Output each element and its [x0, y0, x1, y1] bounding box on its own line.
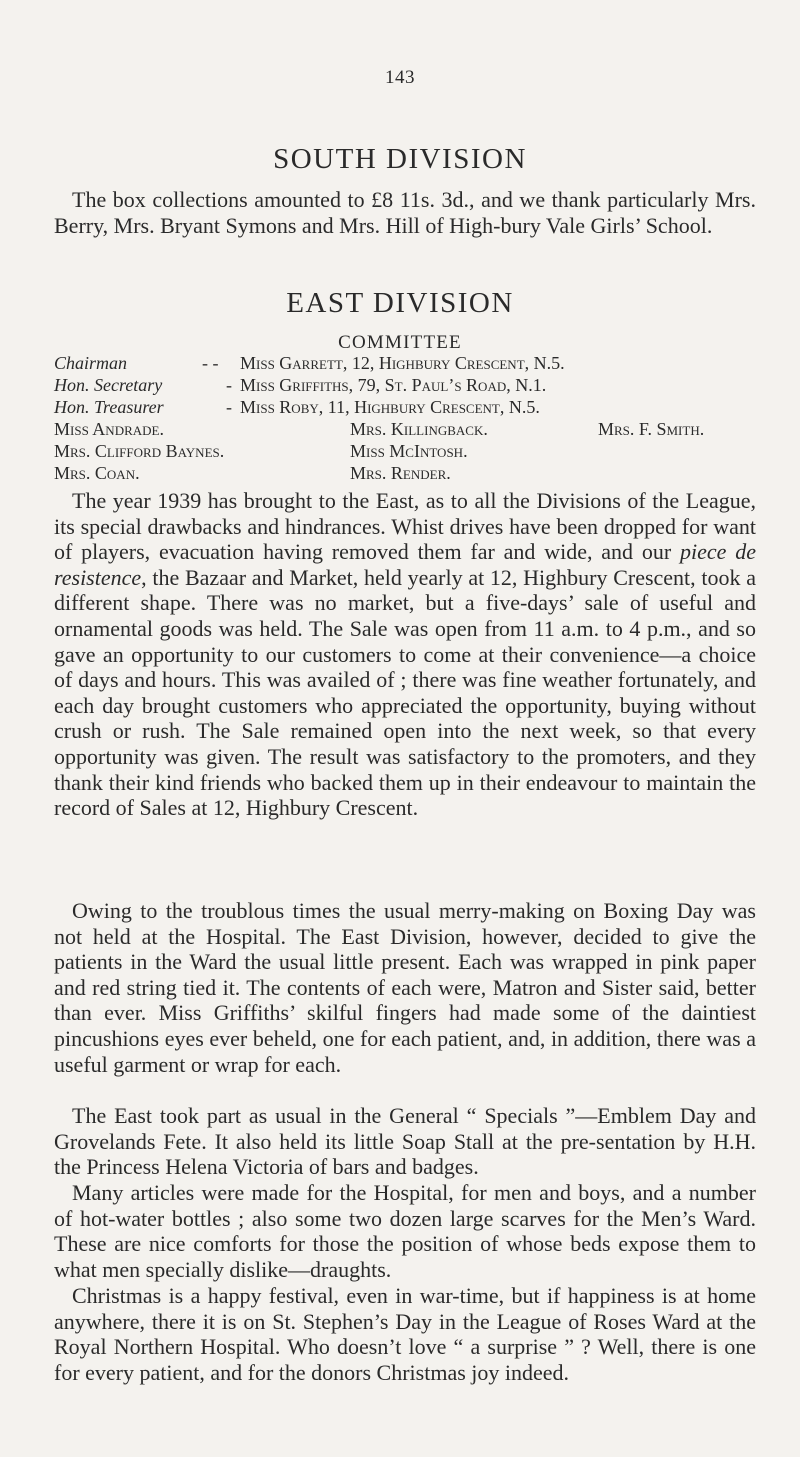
officer-role: Chairman: [54, 353, 128, 373]
page-number: 143: [385, 67, 415, 88]
officer-dash: -: [226, 375, 232, 395]
officer-chairman: [54, 352, 565, 374]
east-paragraph-articles: Many articles were made for the Hospital, for men and boys, and a number of hot-water bottles ; also some two dozen large scarves for the Men’s Ward. These are nice comforts for those the position of whose beds expose them to what men specially dislike—draughts.: [54, 1180, 756, 1282]
officer-name: Miss Garrett, 12, Highbury Crescent, N.5.: [240, 353, 565, 373]
east-paragraph-christmas: Christmas is a happy festival, even in war-time, but if happiness is at home anywhere, there it is on St. Stephen’s Day in the League of Roses Ward at the Royal Northern Hospital. Who doesn’t love “ a surprise ” ? Well, there is one for every patient, and for the donors Christmas joy indeed.: [54, 1283, 756, 1385]
paragraph-text: , the Bazaar and Market, held yearly at 12, Highbury Crescent, took a different shape. There was no market, but a five-days’ sale of useful and ornamental goods was held. The Sale was open from 11 a.m. to 4 p.m., and so gave an opportunity to our customers to come at their convenience—a choice of days and hours. This was availed of ; there was fine weather fortunately, and each day brought customers who appreciated the opportunity, buying without crush or rush. The Sale remained open into the next week, so that every opportunity was given. The result was satisfactory to the promoters, and they thank their kind friends who backed them up in their endeavour to maintain the record of Sales at 12, Highbury Crescent.: [54, 564, 756, 821]
officer-dash: - -: [202, 353, 219, 373]
member-name: Miss Andrade.: [54, 419, 164, 439]
east-paragraph-sale: [54, 488, 756, 821]
officer-name: Miss Griffiths, 79, St. Paul’s Road, N.1.: [240, 375, 547, 395]
east-paragraph-boxing-day: Owing to the troublous times the usual merry-making on Boxing Day was not held at the Hospital. The East Division, however, decided to give the patients in the Ward the usual little present. Each was wrapped in pink paper and red string tied it. The contents of each were, Matron and Sister said, better than ever. Miss Griffiths’ skilful fingers had made some of the daintiest pincushions eyes ever beheld, one for each patient, and, in addition, there was a useful garment or wrap for each.: [54, 898, 756, 1077]
member-name: Mrs. Render.: [350, 463, 451, 483]
committee-label: COMMITTEE: [338, 332, 462, 353]
officer-role: Hon. Secretary: [54, 375, 163, 395]
officer-hon-secretary: [54, 374, 546, 396]
officer-dash: -: [226, 397, 232, 417]
officer-name: Miss Roby, 11, Highbury Crescent, N.5.: [240, 397, 540, 417]
officer-role: Hon. Treasurer: [54, 397, 164, 417]
member-name: Mrs. Clifford Baynes.: [54, 441, 225, 461]
emphasis-text: piece de resistence: [54, 539, 757, 590]
east-paragraph-specials: The East took part as usual in the General “ Specials ”—Emblem Day and Grovelands Fete. It also held its little Soap Stall at the pre-sentation by H.H. the Princess Helena Victoria of bars and badges.: [54, 1103, 756, 1180]
south-division-heading: SOUTH DIVISION: [273, 143, 527, 175]
east-division-heading: EAST DIVISION: [286, 287, 514, 319]
officer-hon-treasurer: [54, 396, 540, 418]
member-name: Mrs. Coan.: [54, 463, 140, 483]
south-division-paragraph: The box collections amounted to £8 11s. 3d., and we thank particularly Mrs. Berry, Mrs. Bryant Symons and Mrs. Hill of High-bury Vale Girls’ School.: [54, 187, 756, 238]
paragraph-text: The year 1939 has brought to the East, as to all the Divisions of the League, its special drawbacks and hindrances. Whist drives have been dropped for want of players, evacuation having removed them far and wide, and our: [54, 488, 756, 565]
member-name: Miss McIntosh.: [350, 441, 468, 461]
member-name: Mrs. Killingback.: [350, 419, 488, 439]
member-name: Mrs. F. Smith.: [598, 419, 705, 439]
